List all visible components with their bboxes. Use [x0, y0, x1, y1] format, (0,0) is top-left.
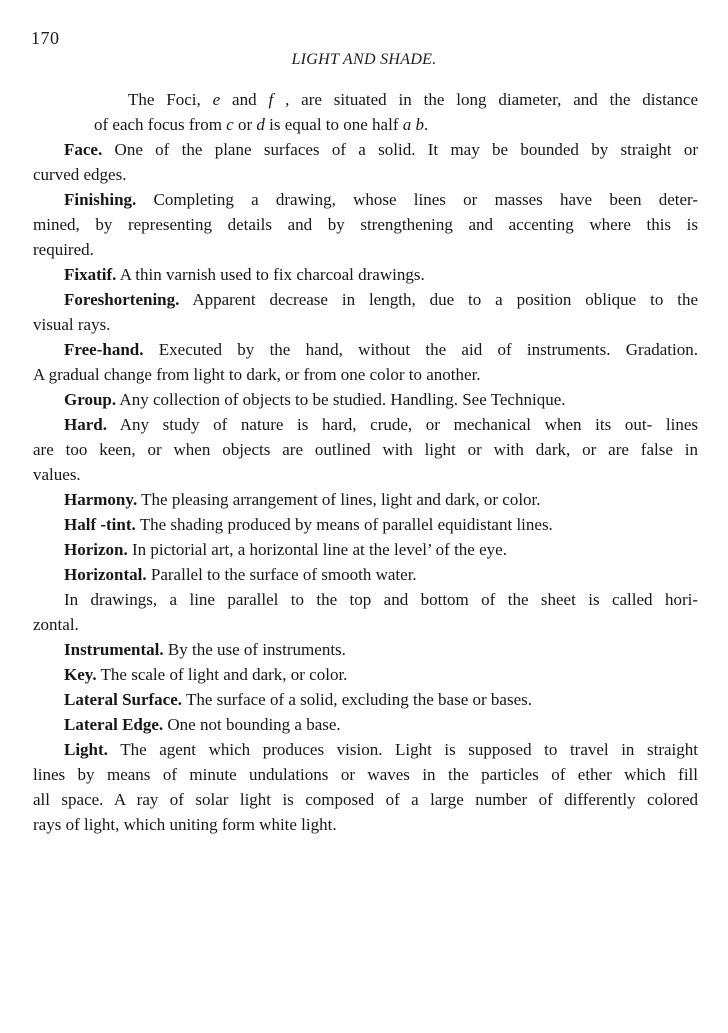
term-label: Key. [64, 665, 97, 684]
page-number: 170 [31, 28, 60, 48]
text-line [33, 137, 698, 162]
text-line [33, 212, 698, 237]
text-run: d [256, 115, 265, 134]
text-run: The surface of a solid, excluding the base or bases. [182, 690, 532, 709]
term-label: Lateral Surface. [64, 690, 183, 709]
text-run: required. [33, 240, 94, 259]
text-run: The shading produced by means of parallel equidistant lines. [135, 515, 553, 534]
term-label: Foreshortening. [64, 290, 180, 309]
text-run: curved edges. [33, 165, 127, 184]
text-line [33, 87, 698, 112]
text-run: In drawings, a line parallel to the top and bottom of the sheet is called hori- [64, 590, 698, 609]
text-line [33, 262, 698, 287]
text-run: Apparent decrease in length, due to a position oblique to the [179, 290, 698, 309]
text-run: In pictorial art, a horizontal line at the level’ of the eye. [127, 540, 507, 559]
term-label: Light. [64, 740, 108, 759]
text-line [33, 787, 698, 812]
text-line [33, 812, 698, 837]
text-line [33, 337, 698, 362]
text-run: One not bounding a base. [163, 715, 341, 734]
text-run: . [424, 115, 429, 134]
text-run: Any collection of objects to be studied. Handling. See Technique. [116, 390, 566, 409]
text-line [33, 362, 698, 387]
text-run: The agent which produces vision. Light is supposed to travel in straight [107, 740, 698, 759]
text-run: rays of light, which uniting form white light. [33, 815, 337, 834]
term-label: Lateral Edge. [64, 715, 164, 734]
text-block [33, 87, 698, 837]
text-run: Completing a drawing, whose lines or masses have been deter- [136, 190, 698, 209]
text-line [33, 387, 698, 412]
text-line [33, 687, 698, 712]
text-line [33, 237, 698, 262]
text-run: Executed by the hand, without the aid of instruments. Gradation. [143, 340, 698, 359]
text-run: lines by means of minute undulations or waves in the particles of ether which fill [33, 765, 698, 784]
text-run: The Foci, [128, 90, 213, 109]
text-run: The scale of light and dark, or color. [96, 665, 348, 684]
text-run: Any study of nature is hard, crude, or mechanical when its out- lines [106, 415, 698, 434]
text-run: are too keen, or when objects are outlined with light or with dark, or are false in [33, 440, 698, 459]
text-line [33, 162, 698, 187]
text-run: One of the plane surfaces of a solid. It may be bounded by straight or [102, 140, 698, 159]
text-line [33, 312, 698, 337]
text-run: Parallel to the surface of smooth water. [146, 565, 417, 584]
term-label: Horizontal. [64, 565, 147, 584]
text-run: is equal to one half [264, 115, 403, 134]
term-label: Half -tint. [64, 515, 136, 534]
text-run: zontal. [33, 615, 79, 634]
term-label: Face. [64, 140, 103, 159]
text-line [33, 487, 698, 512]
text-line [33, 412, 698, 437]
text-run: visual rays. [33, 315, 111, 334]
text-run: A thin varnish used to fix charcoal drawings. [116, 265, 425, 284]
text-line [33, 437, 698, 462]
term-label: Horizon. [64, 540, 128, 559]
text-run: The pleasing arrangement of lines, light and dark, or color. [137, 490, 541, 509]
term-label: Hard. [64, 415, 107, 434]
running-title: LIGHT AND SHADE. [291, 51, 437, 68]
term-label: Free-hand. [64, 340, 144, 359]
text-line [33, 637, 698, 662]
text-line [33, 112, 698, 137]
text-run: all space. A ray of solar light is composed of a large number of differently colored [33, 790, 698, 809]
text-line [33, 512, 698, 537]
text-run: By the use of instruments. [163, 640, 346, 659]
term-label: Fixatif. [64, 265, 117, 284]
text-run: of each focus from [94, 115, 227, 134]
text-run: A gradual change from light to dark, or from one color to another. [33, 365, 481, 384]
text-line [33, 612, 698, 637]
text-run: , are situated in the long diameter, and the distance [273, 90, 698, 109]
text-line [33, 762, 698, 787]
text-run: f [268, 90, 274, 109]
text-run: mined, by representing details and by strengthening and accenting where this is [33, 215, 698, 234]
text-run: or [233, 115, 257, 134]
text-line [33, 587, 698, 612]
text-line [33, 737, 698, 762]
text-run: values. [33, 465, 81, 484]
text-line [33, 662, 698, 687]
term-label: Finishing. [64, 190, 137, 209]
text-run: and [220, 90, 269, 109]
text-line [33, 562, 698, 587]
term-label: Group. [64, 390, 117, 409]
term-label: Harmony. [64, 490, 138, 509]
text-line [33, 712, 698, 737]
text-line [33, 187, 698, 212]
text-line [33, 462, 698, 487]
text-run: c [226, 115, 234, 134]
text-line [33, 287, 698, 312]
text-run: a b [402, 115, 424, 134]
text-run: e [212, 90, 221, 109]
text-line [33, 537, 698, 562]
term-label: Instrumental. [64, 640, 164, 659]
